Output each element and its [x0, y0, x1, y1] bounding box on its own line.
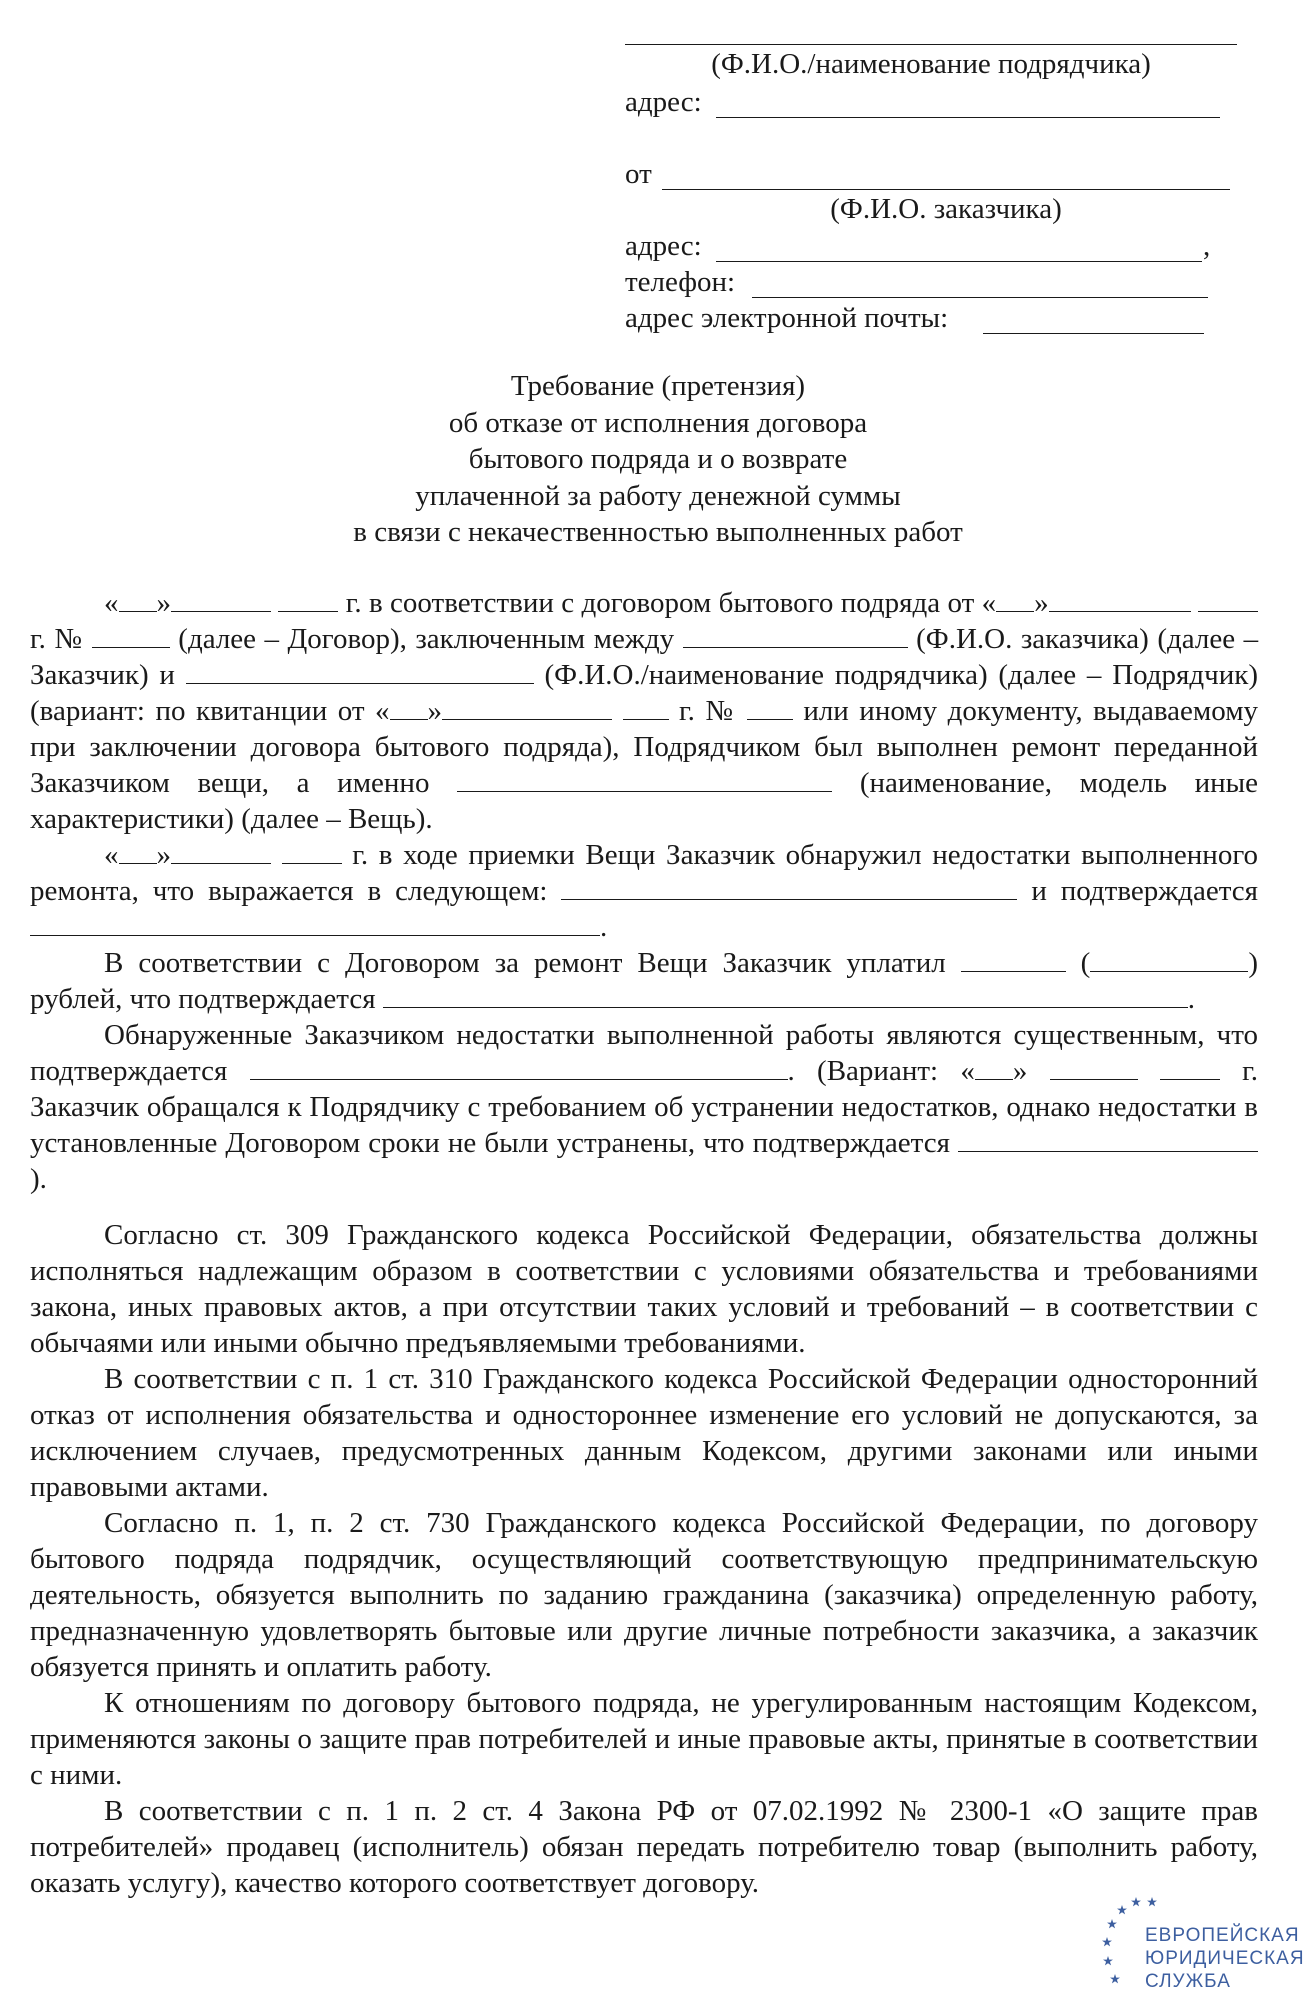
contract-year-blank — [1198, 587, 1258, 612]
logo-line-1: ЕВРОПЕЙСКАЯ — [1145, 1925, 1300, 1946]
paragraph-consumer-law-art-4: В соответствии с п. 1 п. 2 ст. 4 Закона РФ от 07.02.1992 № 2300-1 «О защите прав потребителей» продавец (исполнитель) обязан передать потребителю товар (выполнить работу, оказать услугу), качество которого соответствует договору. — [30, 1795, 1258, 1899]
request-year-blank — [1160, 1055, 1220, 1080]
payment-proof-blank — [383, 983, 1188, 1008]
star-icon — [1131, 1897, 1141, 1906]
logo-line-2: ЮРИДИЧЕСКАЯ — [1145, 1948, 1305, 1969]
month-blank — [171, 587, 271, 612]
customer-address-line — [716, 261, 1202, 262]
defect-description-blank — [561, 875, 1017, 900]
amount-words-blank — [1090, 947, 1248, 972]
year-blank — [278, 587, 338, 612]
contract-day-blank — [996, 587, 1034, 612]
logo-text — [1145, 1924, 1305, 1993]
paragraph-defects: « » г. в ходе приемки Вещи Заказчик обнаружил недостатки выполненного ремонта, что выражается в следующем: и подтверждается . — [30, 839, 1259, 943]
phone-line — [752, 297, 1208, 298]
customer-address-label: адрес: — [625, 230, 702, 262]
contract-number-blank — [92, 623, 170, 648]
receipt-number-blank — [747, 695, 793, 720]
material-proof-blank — [250, 1055, 788, 1080]
defect-proof-blank — [30, 911, 600, 936]
star-icon — [1103, 1956, 1113, 1965]
email-label: адрес электронной почты: — [625, 302, 949, 334]
title-line-4: уплаченной за работу денежной суммы — [415, 479, 901, 512]
paragraph-payment: В соответствии с Договором за ремонт Вещи Заказчик уплатил ( ) рублей, что подтверждается . — [30, 947, 1259, 1015]
document-body — [30, 585, 1258, 1901]
star-icon — [1107, 1919, 1117, 1928]
email-line — [983, 333, 1204, 334]
defect-year-blank — [282, 839, 342, 864]
paragraph-art-309: Согласно ст. 309 Гражданского кодекса Российской Федерации, обязательства должны исполняться надлежащим образом в соответствии с условиями обязательства и требованиями закона, иных правовых актов, а при отсутствии таких условий и требований – в соответствии с обычаями или иными обычно предъявляемыми требованиями. — [30, 1219, 1258, 1359]
from-label: от — [625, 158, 652, 190]
customer-caption: (Ф.И.О. заказчика) — [830, 193, 1062, 225]
title-line-2: об отказе от исполнения договора — [448, 406, 868, 439]
star-icon — [1110, 1974, 1120, 1983]
address-comma: , — [1203, 230, 1211, 262]
phone-label: телефон: — [625, 266, 736, 298]
contractor-blank — [186, 659, 534, 684]
document-title — [0, 368, 1316, 551]
european-legal-service-logo — [1100, 1895, 1316, 1992]
logo-line-3: СЛУЖБА — [1145, 1971, 1231, 1992]
parties-blank — [683, 623, 908, 648]
request-proof-blank — [958, 1127, 1258, 1152]
title-line-1: Требование (претензия) — [510, 370, 806, 402]
contract-month-blank — [1049, 587, 1191, 612]
paragraph-art-730: Согласно п. 1, п. 2 ст. 730 Гражданского кодекса Российской Федерации, по договору бытового подряда подрядчик, осуществляющий соответствующую предпринимательскую деятельность, обязуется выполнить по заданию гражданина (заказчика) определенную работу, предназначенную удовлетворять бытовые или другие личные потребности заказчика, а заказчик обязуется принять и оплатить работу. — [30, 1507, 1258, 1683]
defect-month-blank — [171, 839, 271, 864]
contractor-name-line — [625, 44, 1237, 45]
title-line-5: в связи с некачественностью выполненных работ — [353, 516, 963, 548]
contractor-address-line — [716, 117, 1220, 118]
star-icon — [1102, 1937, 1112, 1946]
receipt-month-blank — [442, 695, 612, 720]
day-blank — [119, 587, 157, 612]
receipt-year-blank — [623, 695, 669, 720]
title-line-3: бытового подряда и о возврате — [468, 443, 848, 475]
star-icon — [1147, 1897, 1157, 1906]
paragraph-consumer-law-applicable: К отношениям по договору бытового подряда, не урегулированным настоящим Кодексом, применяются законы о защите прав потребителей и иные правовые акты, принятые в соответствии с ними. — [30, 1687, 1258, 1791]
request-month-blank — [1050, 1055, 1138, 1080]
paragraph-material-defects: Обнаруженные Заказчиком недостатки выполненной работы являются существенным, что подтверждается . (Вариант: « » г. Заказчик обращался к Подрядчику с требованием об устранении недостатков, однако недостатки в установленные Договором сроки не были устранены, что подтверждается ). — [30, 1019, 1259, 1195]
contractor-caption: (Ф.И.О./наименование подрядчика) — [711, 48, 1151, 80]
paragraph-contract: « » г. в соответствии с договором бытового подряда от « » г. № (далее – Договор), заключенным между (Ф.И.О. заказчика) (далее – Заказчик) и (Ф.И.О./наименование подрядчика) (далее – Подрядчик) (вариант: по квитанции от « » г. № или иному документу, выдаваемому при заключении договора бытового подряда), Подрядчиком был выполнен ремонт переданной Заказчиком вещи, а именно (наименование, модель иные характеристики) (далее – Вещь). — [30, 587, 1259, 835]
receipt-day-blank — [390, 695, 428, 720]
contractor-address-label: адрес: — [625, 86, 702, 118]
customer-name-line — [662, 189, 1230, 190]
amount-blank — [961, 947, 1066, 972]
paragraph-art-310: В соответствии с п. 1 ст. 310 Гражданского кодекса Российской Федерации односторонний отказ от исполнения обязательства и одностороннее изменение его условий не допускаются, за исключением случаев, предусмотренных данным Кодексом, другими законами или иными правовыми актами. — [30, 1363, 1258, 1503]
defect-day-blank — [119, 839, 157, 864]
item-blank — [457, 767, 832, 792]
request-day-blank — [975, 1055, 1013, 1080]
star-icon — [1117, 1905, 1127, 1914]
